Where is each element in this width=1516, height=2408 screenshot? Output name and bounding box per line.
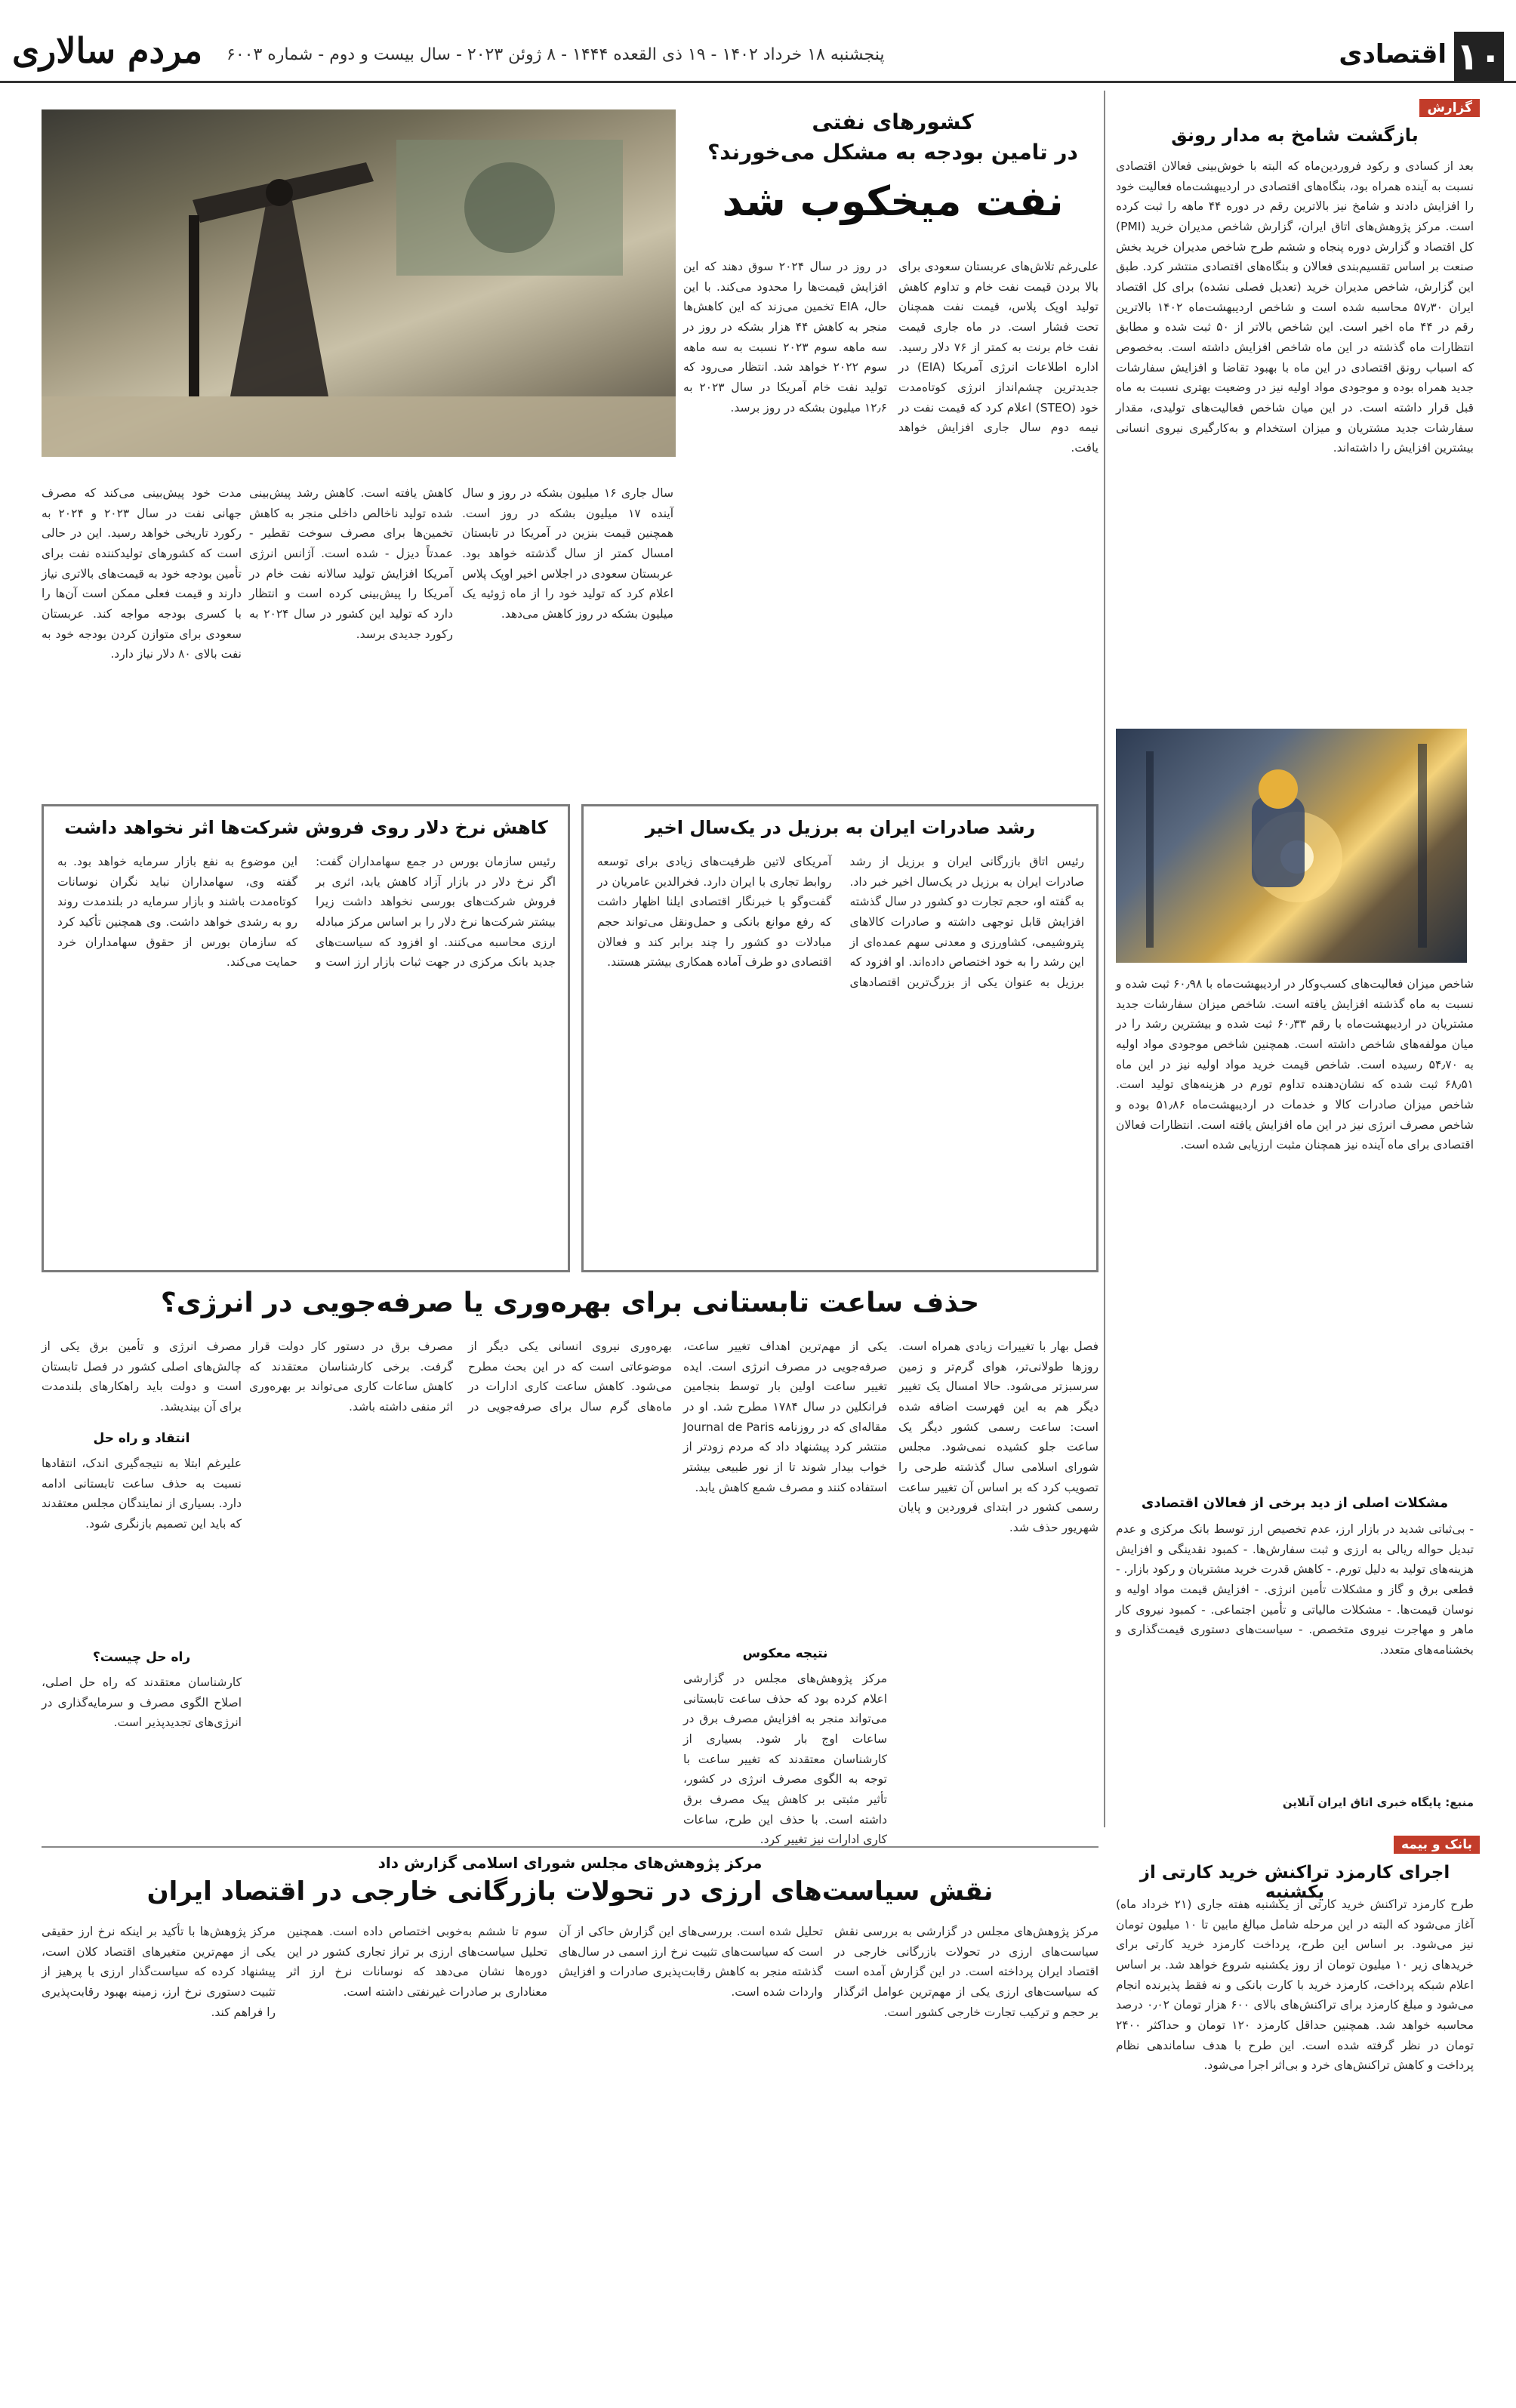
currency-column-4: مرکز پژوهش‌ها با تأکید بر اینکه نرخ ارز حقیقی یکی از مهم‌ترین متغیرهای اقتصاد کلان است، پیشنهاد کرده که سیاست‌گذار ارزی با پرهیز از تثبیت دستوری نرخ ارز، زمینه بهبود رقابت‌پذیری را فراهم کند.: [42, 1925, 276, 2019]
currency-column-2: تحلیل شده است. بررسی‌های این گزارش حاکی از آن است که سیاست‌های تثبیت نرخ ارز اسمی در سال‌های گذشته منجر به کاهش رقابت‌پذیری صادرات و افزایش واردات شده است.: [559, 1925, 823, 1999]
dollar-rate-title: کاهش نرخ دلار روی فروش شرکت‌ها اثر نخواهد داشت: [64, 817, 548, 838]
masthead-bar: [0, 0, 1516, 83]
factory-worker-photo: [1116, 729, 1467, 963]
report-source: منبع: پایگاه خبری اتاق ایران آنلاین: [1282, 1796, 1474, 1809]
brazil-exports-title: رشد صادرات ایران به برزیل در یک‌سال اخیر: [645, 817, 1036, 838]
daylight-title: حذف ساعت تابستانی برای بهره‌وری یا صرفه‌جویی در انرژی؟: [160, 1287, 980, 1318]
currency-title: نقش سیاست‌های ارزی در تحولات بازرگانی خارجی در اقتصاد ایران: [146, 1876, 994, 1907]
oil-headline-block: [683, 102, 1102, 276]
currency-column-3: سوم تا ششم به‌خوبی اختصاص داده است. همچنین تحلیل سیاست‌های ارزی بر تراز تجاری کشور در این دوره‌ها نشان می‌دهد که نوسانات نرخ ارز اثر معناداری بر صادرات غیرنفتی داشته است.: [287, 1925, 547, 1999]
bank-tag: بانک و بیمه: [1394, 1836, 1480, 1854]
welding-sparks-illustration: [1116, 729, 1467, 963]
report-tag: گزارش: [1419, 99, 1480, 117]
daylight-column-5: مصرف انرژی و تأمین برق یکی از چالش‌های اصلی کشور در فصل تابستان است و دولت باید راهکارهای بلندمدت برای آن بیندیشد.: [42, 1340, 242, 1414]
dollar-rate-box: [42, 804, 570, 1272]
report-body-2: شاخص میزان فعالیت‌های کسب‌وکار در اردیبهشت‌ماه با ۶۰٫۹۸ ثبت شده و نسبت به ماه گذشته افزایش یافته است. شاخص میزان سفارشات جدید مشتریان در اردیبهشت‌ماه با رقم ۶۰٫۳۳ ثبت شده و بیشترین رشد را در میان مولفه‌های شاخص داشته است. همچنین شاخص موجودی مواد اولیه به ۵۴٫۷۰ رسیده است. شاخص قیمت خرید مواد اولیه نیز در این ماه ۶۸٫۵۱ ثبت شده که نشان‌دهنده تداوم تورم در هزینه‌های تولید است. شاخص میزان صادرات کالا و خدمات در اردیبهشت‌ماه ۵۱٫۸۶ بوده و شاخص مصرف انرژی نیز در این ماه افزایش یافته است. انتظارات فعالان اقتصادی برای ماه آینده نیز همچنان مثبت ارزیابی شده است.: [1116, 977, 1474, 1152]
bank-body: طرح کارمزد تراکنش خرید کارتی از یکشنبه هفته جاری (۲۱ خرداد ماه) آغاز می‌شود که البته در این مرحله شامل مبالغ مابین تا ۱۰ میلیون تومان نیز می‌شود. بر اساس این طرح، پرداخت کارمزد خرید کارتی برای خریدهای زیر ۱۰ میلیون تومان از روز یکشنبه شروع خواهد شد. بر اساس اعلام شبکه پرداخت، کارمزد خرید با کارت بانکی و نه فقط پذیرنده انجام می‌شود و مبلغ کارمزد برای تراکنش‌های بالای ۶۰۰ هزار تومان ۰٫۰۲ درصد محاسبه خواهد شد. همچنین حداقل کارمزد ۱۲۰ تومان و حداکثر ۲۴۰۰ تومان در نظر گرفته شده است. این طرح با هدف ساماندهی نظام پرداخت و کاهش تراکنش‌های خرد و بی‌اثر اجرا می‌شود.: [1116, 1898, 1474, 2073]
currency-column-1: مرکز پژوهش‌های مجلس در گزارشی به بررسی نقش سیاست‌های ارزی در تحولات بازرگانی خارجی در اقتصاد ایران پرداخته است. در این گزارش آمده است که سیاست‌های ارزی یکی از مهم‌ترین عوامل اثرگذار بر حجم و ترکیب تجارت خارجی کشور است.: [834, 1925, 1098, 2019]
dateline: پنجشنبه ۱۸ خرداد ۱۴۰۲ - ۱۹ ذی القعده ۱۴۴۴ - ۸ ژوئن ۲۰۲۳ - سال بیست و دوم - شماره ۶۰۰۳: [226, 45, 885, 64]
daylight-column-4: بهره‌وری نیروی انسانی یکی دیگر از موضوعاتی است که در این بحث مطرح می‌شود. کاهش ساعت کاری ادارات در ماه‌های گرم سال برای صرفه‌جویی در مصرف برق در دستور کار دولت قرار گرفت. برخی کارشناسان معتقدند که کاهش ساعات کاری می‌تواند بر بهره‌وری اثر منفی داشته باشد.: [249, 1340, 672, 1414]
oil-kicker-1: کشورهای نفتی: [812, 109, 974, 134]
bank-title: اجرای کارمزد تراکنش خرید کارتی از یکشنبه: [1139, 1863, 1450, 1902]
daylight-subheading-2: انتقاد و راه حل: [93, 1431, 190, 1446]
brazil-exports-body: رئیس اتاق بازرگانی ایران و برزیل از رشد صادرات ایران به برزیل در یک‌سال اخیر خبر داد. به گفته او، حجم تجارت دو کشور در سال گذشته افزایش قابل توجهی داشته و صادرات کالاهای پتروشیمی، کشاورزی و معدنی سهم عمده‌ای از این رشد را به خود اختصاص داده‌اند. او افزود که برزیل به عنوان یکی از بزرگ‌ترین اقتصادهای آمریکای لاتین ظرفیت‌های زیادی برای توسعه روابط تجاری با ایران دارد. فخرالدین عامریان در گفت‌وگو با خبرنگار اقتصادی ایلنا اظهار داشت که رفع موانع بانکی و حمل‌ونقل می‌تواند حجم مبادلات دو کشور را چند برابر کند و فعالان اقتصادی دو طرف آماده همکاری بیشتر هستند.: [597, 855, 1084, 989]
page-number: ۱۰: [1454, 32, 1504, 82]
brazil-exports-box: [581, 804, 1098, 1272]
daylight-subheading-1: نتیجه معکوس: [742, 1646, 828, 1661]
report-body-3: - بی‌ثباتی شدید در بازار ارز، عدم تخصیص ارز توسط بانک مرکزی و عدم تبدیل حواله ریالی به ارزی و ثبت سفارش‌ها. - کمبود نقدینگی و افزایش هزینه‌های تولید به دلیل تورم. - کاهش قدرت خرید مشتریان و رکود بازار. - قطعی برق و گاز و مشکلات تأمین انرژی. - افزایش قیمت مواد اولیه و نوسان قیمت‌ها. - مشکلات مالیاتی و تأمین اجتماعی. - کمبود نیروی کار ماهر و مهاجرت نیروی متخصص. - سیاست‌های دستوری قیمت‌گذاری و بخشنامه‌های متعدد.: [1116, 1522, 1474, 1657]
daylight-column-3: مرکز پژوهش‌های مجلس در گزارشی اعلام کرده بود که حذف ساعت تابستانی می‌تواند منجر به افزایش مصرف برق در ساعات اوج بار شود. بسیاری از کارشناسان معتقدند که تغییر ساعت با توجه به الگوی مصرف انرژی در کشور، تأثیر مثبتی بر کاهش پیک مصرف برق داشته است. با حذف این طرح، ساعات کاری ادارات نیز تغییر کرد.: [683, 1672, 887, 1847]
oil-column-b: در روز در سال ۲۰۲۴ سوق دهند که این افزایش قیمت‌ها را محدود می‌کند. با این حال، EIA تخمین می‌زند که این کاهش‌ها منجر به کاهش ۴۴ هزار بشکه در روز در سه ماهه سوم ۲۰۲۳ نسبت به سه ماهه سوم ۲۰۲۲ خواهد شد. انتظار می‌رود که تولید نفت خام آمریکا در سال ۲۰۲۳ به ۱۲٫۶ میلیون بشکه در روز برسد.: [683, 260, 888, 415]
dollar-rate-body: رئیس سازمان بورس در جمع سهامداران گفت: اگر نرخ دلار در بازار آزاد کاهش یابد، اثری بر فروش شرکت‌های بورسی نخواهد داشت زیرا بیشتر شرکت‌ها نرخ دلار را بر اساس مرکز مبادله ارزی محاسبه می‌کنند. او افزود که سیاست‌های جدید بانک مرکزی در جهت ثبات بازار ارز است و این موضوع به نفع بازار سرمایه خواهد بود. به گفته وی، سهامداران نباید نگران نوسانات کوتاه‌مدت باشند و بازار سرمایه در بلندمدت روند رو به رشدی خواهد داشت. وی همچنین تأکید کرد که سازمان بورس از حقوق سهامداران خرد حمایت می‌کند.: [57, 855, 556, 970]
oil-column-e: مدت خود پیش‌بینی می‌کند که مصرف جهانی نفت در سال ۲۰۲۳ و ۲۰۲۴ به رکورد تاریخی خواهد رسید. این در حالی است که کشورهای تولیدکننده نفت برای تأمین بودجه خود به قیمت‌های بالاتری نیاز دارند و قیمت فعلی ممکن است آن‌ها را با کسری بودجه مواجه کند. عربستان سعودی برای متوازن کردن بودجه خود به نفت بالای ۸۰ دلار نیاز دارد.: [42, 486, 242, 661]
newspaper-logo: مردم سالاری: [12, 30, 203, 71]
daylight-subheading-3: راه حل چیست؟: [92, 1650, 191, 1665]
report-subheading: مشکلات اصلی از دید برخی از فعالان اقتصادی: [1141, 1495, 1449, 1511]
daylight-column-2: یکی از مهم‌ترین اهداف تغییر ساعت، صرفه‌جویی در مصرف انرژی است. ایده تغییر ساعت اولین بار توسط بنجامین فرانکلین در سال ۱۷۸۴ مطرح شد. او در مقاله‌ای که در روزنامه Journal de Paris منتشر کرد پیشنهاد داد که مردم زودتر از خواب بیدار شوند تا از نور طبیعی بیشتر استفاده کنند و مصرف شمع کاهش یابد.: [683, 1340, 887, 1494]
bank-insurance-column: [1110, 1831, 1480, 2397]
report-title: بازگشت شامخ به مدار رونق: [1171, 125, 1419, 146]
daylight-column-5c: کارشناسان معتقدند که راه حل اصلی، اصلاح الگوی مصرف و سرمایه‌گذاری در انرژی‌های تجدیدپذیر است.: [42, 1676, 242, 1730]
currency-kicker: مرکز پژوهش‌های مجلس شورای اسلامی گزارش داد: [377, 1854, 763, 1872]
pumpjack-illustration: [42, 109, 676, 457]
section-title: اقتصادی: [1339, 39, 1447, 69]
daylight-column-5b: علیرغم ابتلا به نتیجه‌گیری اندک، انتقادها نسبت به حذف ساعت تابستانی ادامه دارد. بسیاری از نمایندگان مجلس معتقدند که باید این تصمیم بازنگری شود.: [42, 1457, 242, 1531]
oil-column-a: علی‌رغم تلاش‌های عربستان سعودی برای بالا بردن قیمت نفت خام و تداوم کاهش تولید اوپک پلاس، قیمت نفت همچنان تحت فشار است. در ماه جاری قیمت نفت خام برنت به کمتر از ۷۶ دلار رسید. اداره اطلاعات انرژی آمریکا (EIA) در جدیدترین چشم‌انداز انرژی کوتاه‌مدت خود (STEO) اعلام کرد که قیمت نفت در نیمه دوم سال جاری افزایش خواهد یافت.: [898, 260, 1099, 455]
report-body-1: بعد از کسادی و رکود فروردین‌ماه که البته با خوش‌بینی فعالان اقتصادی نسبت به آینده همراه بود، بنگاه‌های اقتصادی در اردیبهشت‌ماه فعالیت خود را افزایش دادند و شامخ نیز بالاترین رقم در دوره ۴۴ ماهه را ثبت کرده است. مرکز پژوهش‌های اتاق ایران، گزارش شاخص مدیران خرید (PMI) کل اقتصاد و گزارش دوره پنجاه و ششم طرح شاخص مدیران خرید بخش صنعت بر اساس تقسیم‌بندی فعالان و بنگاه‌های اقتصادی منتشر کرد. طبق این گزارش، شاخص مدیران خرید (تعدیل فصلی نشده) برای کل اقتصاد ایران ۵۷٫۳۰ محاسبه شده است و شاخص اردیبهشت‌ماه ۱۴۰۲ بالاترین رقم در ۴۴ ماه اخیر است. این شاخص بالاتر از ۵۰ ثبت شده و مطابق انتظارات ماه گذشته در این ماه شاخص افزایش داشته است. به‌خصوص که اسباب رونق اقتصادی در این ماه با بهبود تقاضا و افزایش سفارشات جدید همراه بوده و موجودی مواد اولیه نیز در وضعیت بهتری نسبت به ماه قبل قرار داشته است. در این میان شاخص فعالیت‌های تولیدی، مقدار سفارشات جدید مشتریان و میزان استخدام و به‌کارگیری نیروی انسانی بیشترین افزایش را داشته‌اند.: [1116, 159, 1474, 455]
oil-kicker-2: در تامین بودجه به مشکل می‌خورند؟: [707, 140, 1078, 165]
oil-column-d: کاهش یافته است. کاهش رشد پیش‌بینی شده تولید ناخالص داخلی منجر به کاهش تخمین‌ها برای مصرف سوخت تقطیر - عمدتاً دیزل - شده است. آژانس انرژی آمریکا افزایش تولید سالانه نفت خام در آمریکا را پیش‌بینی کرده است و انتظار دارد که تولید این کشور در سال ۲۰۲۴ به رکورد جدیدی برسد.: [249, 486, 453, 641]
oil-title: نفت میخکوب شد: [722, 177, 1064, 225]
oil-column-c: سال جاری ۱۶ میلیون بشکه در روز و سال آینده ۱۷ میلیون بشکه در روز است. همچنین قیمت بنزین در آمریکا در تابستان امسال کمتر از سال گذشته خواهد بود. عربستان سعودی در اجلاس اخیر اوپک پلاس اعلام کرد که تولید خود را از ماه ژوئیه یک میلیون بشکه در روز کاهش می‌دهد.: [462, 486, 674, 621]
oil-pumpjack-photo: [42, 109, 676, 457]
daylight-column-1: فصل بهار با تغییرات زیادی همراه است. روزها طولانی‌تر، هوای گرم‌تر و زمین سرسبزتر می‌شود. حالا امسال یک تغییر دیگر هم به این فهرست اضافه شده است: ساعت رسمی کشور دیگر یک ساعت جلو کشیده نمی‌شود. مجلس شورای اسلامی سال گذشته طرحی را تصویب کرد که بر اساس آن تغییر ساعت رسمی کشور در ابتدای فروردین و پایان شهریور حذف شد.: [898, 1340, 1098, 1534]
